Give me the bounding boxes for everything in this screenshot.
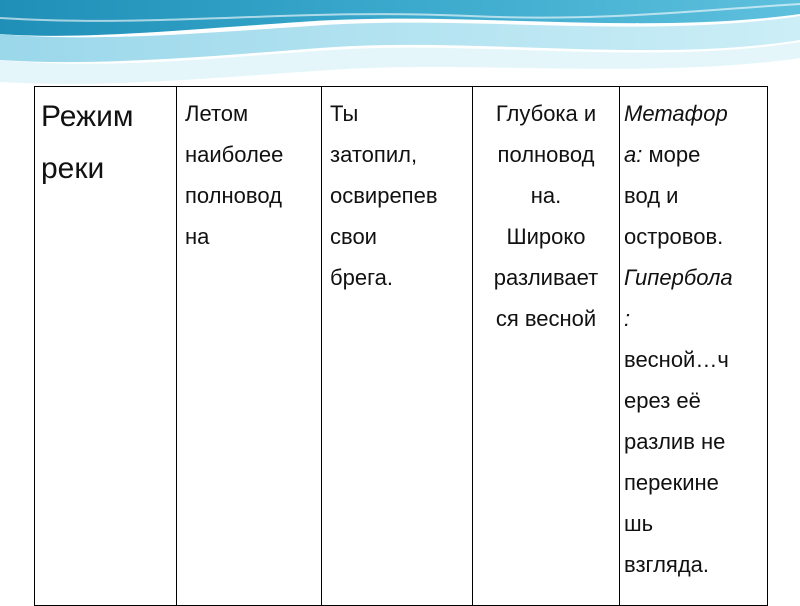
table-cell-2 <box>177 87 322 606</box>
hyperbole-term: Гипербола : <box>624 265 733 331</box>
cell-text-3: Ты затопил, освирепев свои брега. <box>330 101 438 290</box>
cell-text-5 <box>620 87 767 585</box>
cell-text-4: Глубока и полновод на. Широко разливает ся весной <box>493 101 599 331</box>
table-row <box>35 87 768 606</box>
table-cell-5 <box>620 87 768 606</box>
metaphor-text: море вод и островов. <box>624 142 724 249</box>
table-cell-4 <box>473 87 620 606</box>
row-label: Режим реки <box>41 100 134 185</box>
table-cell-label <box>35 87 177 606</box>
decorative-wave-header <box>0 0 800 92</box>
metaphor-term: Метафор а: <box>624 101 728 167</box>
hyperbole-text: весной…ч ерез её разлив не перекине шь взгляда. <box>624 347 729 577</box>
table-cell-3 <box>322 87 473 606</box>
cell-text-2: Летом наиболее полновод на <box>185 101 284 249</box>
comparison-table <box>34 86 768 606</box>
